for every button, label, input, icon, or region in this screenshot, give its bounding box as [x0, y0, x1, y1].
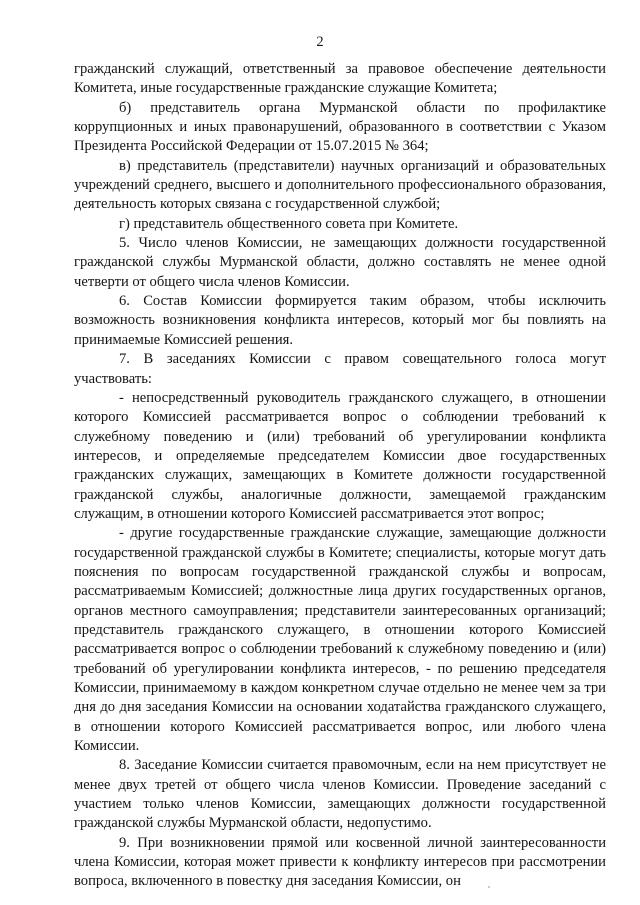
paragraph-continuation: гражданский служащий, ответственный за правовое обеспечение деятельности Комитета, иные государственные гражданские служащие Комитета;	[74, 61, 606, 97]
document-body	[74, 60, 606, 892]
page-number: 2	[316, 34, 324, 50]
paragraph-7: 7. В заседаниях Комиссии с правом совещательного голоса могут участвовать:	[74, 351, 606, 387]
paragraph-6: 6. Состав Комиссии формируется таким образом, чтобы исключить возможность возникновения конфликта интересов, который мог бы повлиять на принимаемые Комиссией решения.	[74, 293, 606, 348]
paragraph-5: 5. Число членов Комиссии, не замещающих должности государственной гражданской службы Мурманской области, должно составлять не менее одной четверти от общего числа членов Комиссии.	[74, 235, 606, 290]
paragraph-7-dash-1: - непосредственный руководитель гражданского служащего, в отношении которого Комиссией рассматривается вопрос о соблюдении требований к служебному поведению и (или) требований об урегулировании конфликта интересов, и определяемые председателем Комиссии двое государственных гражданских служащих, замещающих в Комитете должности государственной гражданской службы, аналогичные должности, замещаемой гражданским служащим, в отношении которого Комиссией рассматривается этот вопрос;	[74, 389, 606, 522]
paragraph-8: 8. Заседание Комиссии считается правомочным, если на нем присутствует не менее двух третей от общего числа членов Комиссии. Проведение заседаний с участием только членов Комиссии, замещающих должности государственной гражданской службы Мурманской области, недопустимо.	[74, 757, 606, 832]
paragraph-7-dash-2: - другие государственные гражданские служащие, замещающие должности государственной гражданской службы в Комитете; специалисты, которые могут дать пояснения по вопросам государственной гражданской службы и вопросам, рассматриваемым Комиссией; должностные лица других государственных органов, органов местного самоуправления; представители заинтересованных организаций; представитель гражданского служащего, в отношении которого Комиссией рассматривается вопрос о соблюдении требований к служебному поведению и (или) требований об урегулировании конфликта интересов, - по решению председателя Комиссии, принимаемому в каждом конкретном случае отдельно не менее чем за три дня до дня заседания Комиссии на основании ходатайства гражданского служащего, в отношении которого Комиссией рассматривается вопрос, или любого члена Комиссии.	[74, 525, 606, 755]
scan-artifact	[488, 886, 490, 888]
paragraph-item-v: в) представитель (представители) научных организаций и образовательных учреждений среднего, высшего и дополнительного профессионального образования, деятельность которых связана с государственной службой;	[74, 157, 606, 213]
paragraph-item-b: б) представитель органа Мурманской области по профилактике коррупционных и иных правонарушений, образованного в соответствии с Указом Президента Российской Федерации от 15.07.2015 № 364;	[74, 99, 606, 155]
paragraph-9: 9. При возникновении прямой или косвенной личной заинтересованности члена Комиссии, которая может привести к конфликту интересов при рассмотрении вопроса, включенного в повестку дня заседания Комиссии, он	[74, 834, 606, 890]
paragraph-item-g: г) представитель общественного совета при Комитете.	[119, 215, 459, 232]
